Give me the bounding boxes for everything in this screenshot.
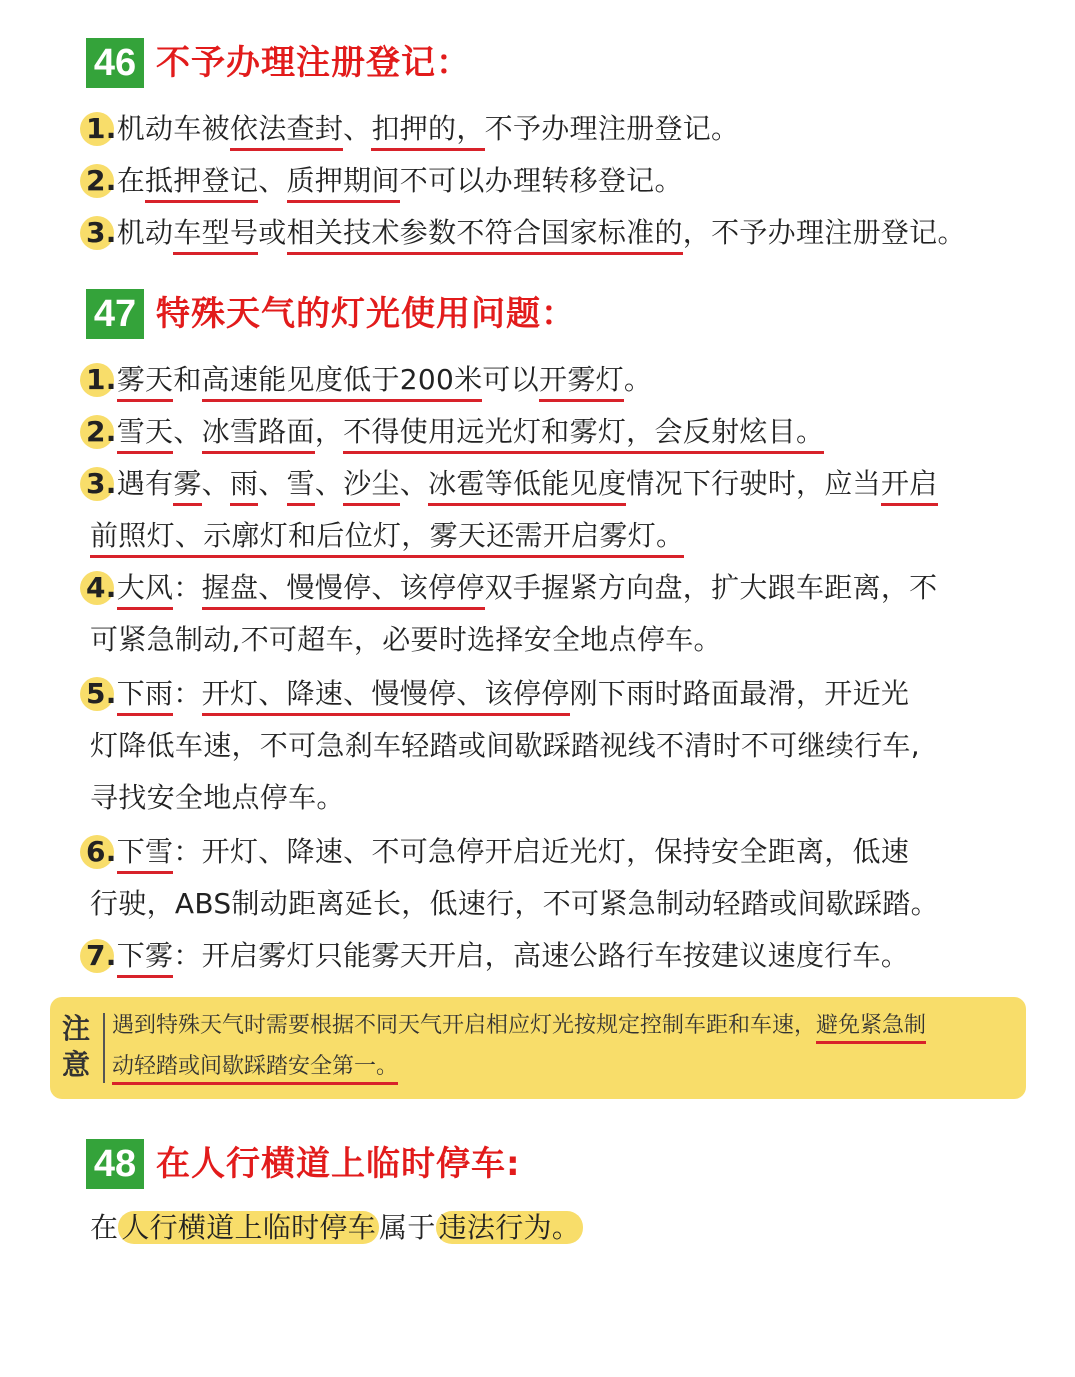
section-48-header — [86, 1139, 521, 1189]
text: 遇有 — [116, 467, 174, 500]
text: ： — [173, 677, 202, 710]
text: 刚下雨时路面最滑，开近光 — [569, 677, 910, 710]
rule-item — [86, 834, 909, 870]
rule-item-continued — [90, 728, 920, 764]
text: 灯降低车速，不可急刹车轻踏或间歇踩踏视线不清时不可继续行车, — [90, 729, 920, 762]
item-number: 6. — [86, 835, 117, 868]
text: 、 — [173, 415, 202, 448]
section-number-badge: 48 — [86, 1139, 144, 1189]
rule-item-continued — [90, 622, 722, 658]
rule-item-continued — [90, 780, 345, 816]
highlighted-text: 人行横道上临时停车 — [118, 1211, 379, 1244]
text: 双手握紧方向盘，扩大跟车距离，不 — [484, 571, 938, 604]
underlined-text: 开灯、降速、慢慢停、该停停 — [202, 677, 570, 716]
text: 遇到特殊天气时需要根据不同天气开启相应灯光按规定控制车距和车速， — [112, 1013, 817, 1038]
rule-item — [86, 362, 652, 398]
underlined-text: 雾 — [173, 467, 201, 506]
item-number: 5. — [86, 677, 117, 710]
underlined-text: 雾天还需开启雾灯。 — [430, 519, 685, 558]
item-number: 1. — [86, 112, 117, 145]
text: 寻找安全地点停车。 — [90, 781, 345, 814]
rule-item — [86, 163, 683, 199]
item-number: 2. — [86, 415, 117, 448]
note-label — [58, 1011, 94, 1083]
note-divider — [103, 1013, 105, 1083]
underlined-text: 高速能见度低于200米 — [202, 363, 483, 402]
section-title: 不予办理注册登记： — [156, 43, 471, 83]
text: 在 — [116, 164, 146, 197]
section-46-header — [86, 38, 471, 88]
text: 可紧急制动,不可超车，必要时选择安全地点停车。 — [90, 623, 722, 656]
text: 、 — [201, 467, 230, 500]
rule-item — [86, 570, 937, 606]
rule-item — [86, 111, 739, 147]
underlined-text: 会反射炫目。 — [654, 415, 824, 454]
item-number: 2. — [86, 164, 117, 197]
underlined-text: 相关技术参数不符合国家标准的 — [287, 216, 683, 255]
rule-item-continued — [90, 886, 939, 922]
rule-item — [86, 676, 909, 712]
underlined-text: 雪天 — [117, 415, 174, 454]
underlined-text: 扣押的， — [371, 112, 484, 151]
text: ， — [314, 415, 344, 448]
rule-item — [86, 215, 966, 251]
underlined-text: 雾天 — [117, 363, 174, 402]
highlighted-text: 违法行为。 — [436, 1211, 584, 1244]
item-number: 3. — [86, 216, 117, 249]
underlined-text: 避免紧急制 — [816, 1013, 926, 1044]
underlined-text: 握盘、慢慢停、该停停 — [202, 571, 485, 610]
underlined-text: 质押期间 — [287, 164, 400, 203]
text: 、 — [258, 467, 287, 500]
underlined-text: 雨 — [230, 467, 258, 506]
note-text-line — [112, 1052, 398, 1082]
rule-item — [86, 466, 938, 502]
underlined-text: 沙尘 — [343, 467, 400, 506]
underlined-text: 下雨 — [117, 677, 174, 716]
note-box — [50, 997, 1026, 1099]
rule-item — [86, 938, 909, 974]
note-label-char: 意 — [61, 1048, 90, 1081]
underlined-text: 抵押登记 — [145, 164, 258, 203]
text: 在 — [90, 1211, 119, 1244]
text: 属于 — [379, 1211, 436, 1244]
section-number-badge: 46 — [86, 38, 144, 88]
text: ： — [173, 571, 202, 604]
text: ，不予办理注册登记。 — [682, 216, 966, 249]
text: 情况下行驶时，应当 — [626, 467, 881, 500]
text: ：开启雾灯只能雾天开启，高速公路行车按建议速度行车。 — [173, 939, 910, 972]
text: 。 — [623, 363, 653, 396]
section-title: 特殊天气的灯光使用问题： — [156, 294, 576, 334]
underlined-text: 冰雪路面 — [202, 415, 315, 454]
text: 、 — [314, 467, 344, 500]
note-text-line — [112, 1011, 926, 1041]
rule-item-continued — [90, 518, 684, 554]
underlined-text: 车型号 — [173, 216, 258, 255]
underlined-text: 开启 — [881, 467, 938, 506]
text: 机动 — [116, 216, 174, 249]
text: 、 — [343, 112, 372, 145]
text: 、 — [399, 467, 429, 500]
underlined-text: 依法查封 — [230, 112, 343, 151]
note-label-char: 注 — [61, 1012, 90, 1045]
underlined-text: 下雪 — [117, 835, 174, 874]
underlined-text: 动轻踏或间歇踩踏安全第一。 — [112, 1054, 398, 1085]
section-title: 在人行横道上临时停车: — [156, 1144, 521, 1184]
text: 不予办理注册登记。 — [484, 112, 740, 145]
text: 不可以办理转移登记。 — [399, 164, 683, 197]
rule-item — [86, 414, 824, 450]
underlined-text: 前照灯、示廓灯和后位灯， — [90, 519, 430, 558]
text: 行驶，ABS制动距离延长，低速行，不可紧急制动轻踏或间歇踩踏。 — [90, 887, 939, 920]
underlined-text: 开雾灯 — [539, 363, 624, 402]
text: 可以 — [482, 363, 540, 396]
text: 、 — [258, 164, 287, 197]
underlined-text: 大风 — [117, 571, 174, 610]
item-number: 1. — [86, 363, 117, 396]
underlined-text: 不得使用远光灯和雾灯， — [343, 415, 654, 454]
item-number: 3. — [86, 467, 117, 500]
underlined-text: 下雾 — [117, 939, 174, 978]
section-number-badge: 47 — [86, 289, 144, 339]
text: 或 — [258, 216, 287, 249]
text: ：开灯、降速、不可急停开启近光灯，保持安全距离，低速 — [173, 835, 910, 868]
item-number: 4. — [86, 571, 117, 604]
underlined-text: 雪 — [287, 467, 315, 506]
item-number: 7. — [86, 939, 117, 972]
text: 和 — [173, 363, 202, 396]
section-47-header — [86, 289, 576, 339]
underlined-text: 冰雹等低能见度 — [428, 467, 626, 506]
rule-item — [90, 1210, 583, 1246]
text: 机动车被 — [116, 112, 230, 145]
